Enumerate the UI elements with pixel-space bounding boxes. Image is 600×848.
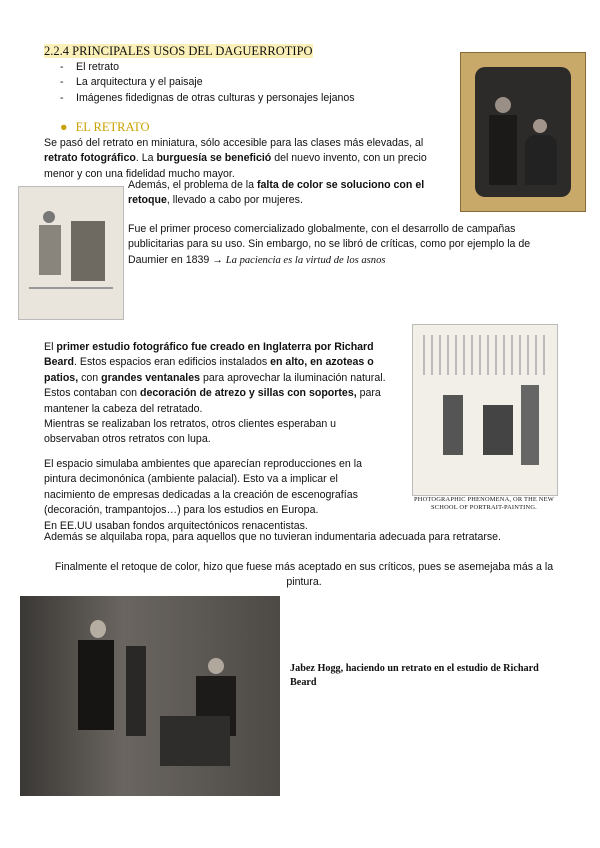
daumier-caricature-image	[18, 186, 124, 320]
paragraph-color: Además, el problema de la falta de color se soluciono con el retoque, llevado a cabo por mujeres.	[128, 179, 425, 207]
studio-engraving-image	[412, 324, 558, 496]
paragraph-scenery: El espacio simulaba ambientes que aparecían reproducciones en la pintura decimonónica (ambiente palacial). Esto va a implicar el nacimiento de empresas dedicadas a la creación de escenografías (decoración, trampantojos…) para los estudios en Europa. En EE.UU usaban fondos arquitectónicos renacentistas.	[44, 458, 363, 532]
jabez-hogg-photograph	[20, 596, 280, 796]
daguerreotype-image	[460, 52, 586, 212]
list-item: - El retrato	[76, 60, 456, 75]
uses-list	[60, 60, 456, 106]
paragraph-intro: Se pasó del retrato en miniatura, sólo accesible para las clases más elevadas, al retrato fotográfico. La burguesía se benefició del nuevo invento, con un precio menor y con una fidelidad mucho mayor.	[44, 137, 427, 180]
photo-caption: Jabez Hogg, haciendo un retrato en el estudio de Richard Beard	[290, 663, 539, 688]
engraving-caption: PHOTOGRAPHIC PHENOMENA, OR THE NEW SCHOOL OF PORTRAIT-PAINTING.	[414, 496, 554, 511]
list-item: - Imágenes fidedignas de otras culturas y personajes lejanos	[76, 91, 456, 106]
paragraph-studio: El primer estudio fotográfico fue creado en Inglaterra por Richard Beard. Estos espacios eran edificios instalados en alto, en azoteas o patios, con grandes ventanales para aprovechar la iluminación natural. Estos contaban con decoración de atrezo y sillas con soportes, para mantener la cabeza del retratado. Mientras se realizaban los retratos, otros clientes esperaban u observaban otros retratos con lupa.	[44, 341, 386, 446]
subsection-title: ● EL RETRATO	[60, 120, 150, 134]
bullet-icon: ●	[60, 120, 68, 134]
paragraph-clothing: Además se alquilaba ropa, para aquellos que no tuvieran indumentaria adecuada para retratarse.	[44, 531, 502, 543]
paragraph-retouch: Finalmente el retoque de color, hizo que fuese más aceptado en sus críticos, pues se asemejaba más a la pintura.	[54, 561, 554, 589]
paragraph-critics: Fue el primer proceso comercializado globalmente, con el desarrollo de campañas publicitarias para su uso. Sin embargo, no se libró de críticas, como por ejemplo la de Daumier en 1839 → La paciencia es la virtud de los asnos	[128, 223, 531, 266]
list-item: - La arquitectura y el paisaje	[76, 75, 456, 90]
section-title: 2.2.4 PRINCIPALES USOS DEL DAGUERROTIPO	[44, 44, 313, 58]
